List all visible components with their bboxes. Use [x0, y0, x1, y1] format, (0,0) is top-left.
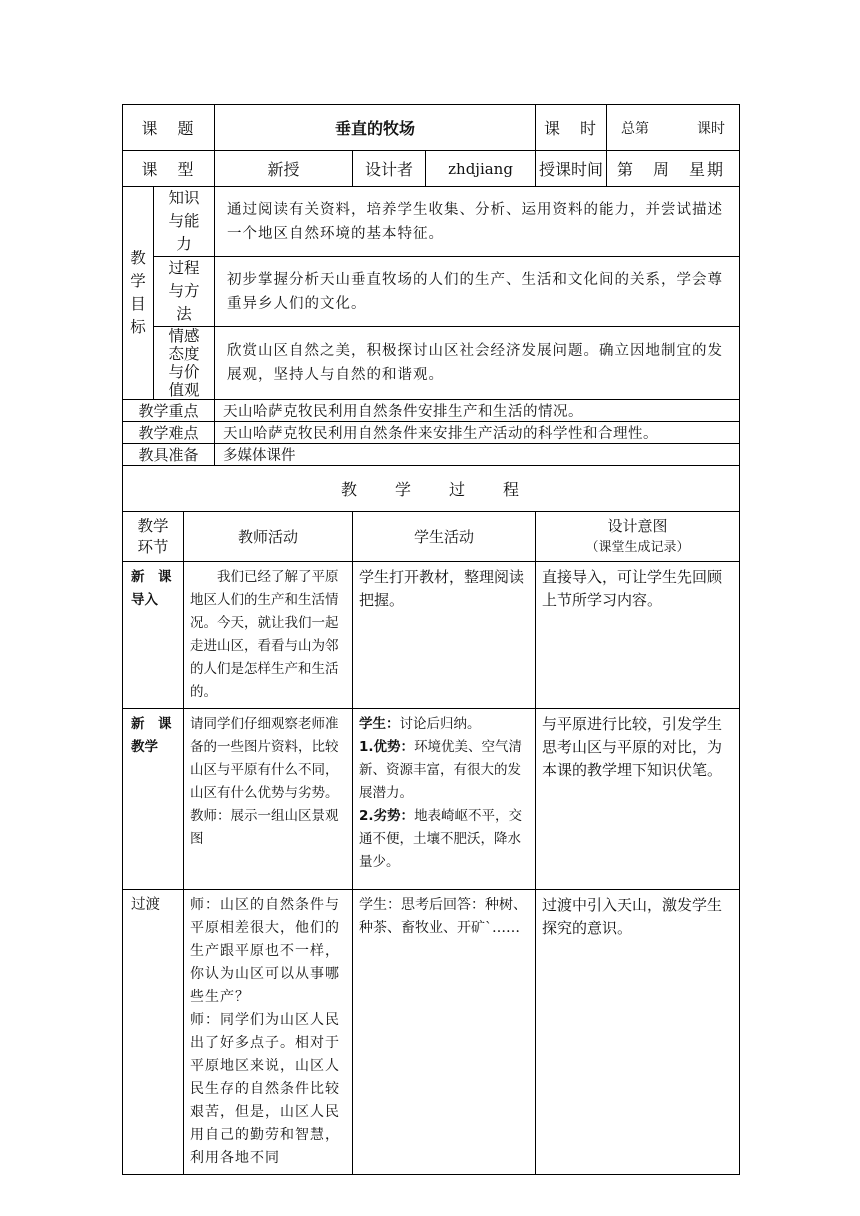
lesson-plan — [122, 104, 739, 1175]
lesson-plan-table — [122, 104, 740, 1175]
col-stage-header — [123, 512, 184, 562]
key-points-text: 天山哈萨克牧民利用自然条件安排生产和生活的情况。 — [215, 400, 740, 422]
stage-teaching-teacher: 请同学们仔细观察老师准备的一些图片资料，比较山区与平原有什么不同，山区有什么优势与劣势。教师：展示一组山区景观图 — [184, 709, 353, 890]
stage-intro-label: 新 课导入 — [123, 562, 184, 709]
student-advantages — [359, 736, 529, 805]
objective-text-process: 初步掌握分析天山垂直牧场的人们的生产、生活和文化间的关系，学会尊重异乡人们的文化。 — [215, 257, 740, 327]
objective-text-knowledge: 通过阅读有关资料，培养学生收集、分析、运用资料的能力，并尝试描述一个地区自然环境的基本特征。 — [215, 187, 740, 257]
objective-label-knowledge — [154, 187, 215, 257]
objective-label-attitude — [154, 327, 215, 400]
objectives-group-text: 教学目标 — [130, 249, 146, 336]
student-lead-text: 讨论后归纳。 — [399, 716, 481, 732]
disadvantages-label: 2.劣势： — [359, 808, 415, 824]
objective-label-process — [154, 257, 215, 327]
objective-label-text: 情感态度与价值观 — [168, 327, 200, 399]
subject-label: 课 题 — [123, 105, 215, 151]
stage-transition-teacher — [184, 890, 353, 1175]
objective-label-text: 知识与能力 — [168, 189, 200, 253]
hours-label: 课 时 — [536, 105, 607, 151]
disadvantages-text: 地表崎岖不平，交通不便，土壤不肥沃，降水量少。 — [359, 808, 523, 870]
hours-value-unit: 课时 — [697, 120, 726, 137]
process-title: 教 学 过 程 — [123, 466, 740, 512]
time-value: 第 周 星期 — [607, 151, 740, 187]
stage-transition-student: 学生：思考后回答：种树、种茶、畜牧业、开矿`…… — [353, 890, 536, 1175]
stage-teaching-label: 新 课教学 — [123, 709, 184, 890]
stage-transition-intent: 过渡中引入天山，激发学生探究的意识。 — [536, 890, 740, 1175]
difficulties-label: 教学难点 — [123, 422, 215, 444]
advantages-label: 1.优势： — [359, 739, 415, 755]
materials-text: 多媒体课件 — [215, 444, 740, 466]
key-points-label: 教学重点 — [123, 400, 215, 422]
objective-label-text: 过程与方法 — [168, 259, 200, 323]
student-disadvantages — [359, 805, 529, 874]
designer-label: 设计者 — [353, 151, 426, 187]
objective-text-attitude: 欣赏山区自然之美，积极探讨山区社会经济发展问题。确立因地制宜的发展观，坚持人与自然的和谐观。 — [215, 327, 740, 400]
student-lead-label: 学生： — [359, 716, 400, 732]
hours-value-total: 总第 — [621, 120, 650, 137]
col-student-header: 学生活动 — [353, 512, 536, 562]
stage-intro-intent: 直接导入，可让学生先回顾上节所学习内容。 — [536, 562, 740, 709]
col-stage-text: 教学环节 — [137, 516, 169, 556]
hours-value — [607, 105, 740, 151]
stage-intro-teacher: 我们已经了解了平原地区人们的生产和生活情况。今天，就让我们一起走进山区，看看与山为邻的人们是怎样生产和生活的。 — [184, 562, 353, 709]
col-intent-header — [536, 512, 740, 562]
teacher-question: 师：山区的自然条件与平原相差很大，他们的生产跟平原也不一样，你认为山区可以从事哪些生产？ — [190, 897, 340, 1005]
stage-intro-student: 学生打开教材，整理阅读把握。 — [353, 562, 536, 709]
stage-teaching-intent: 与平原进行比较，引发学生思考山区与平原的对比，为本课的教学埋下知识伏笔。 — [536, 709, 740, 890]
time-label: 授课时间 — [536, 151, 607, 187]
col-teacher-header: 教师活动 — [184, 512, 353, 562]
stage-transition-label: 过渡 — [123, 890, 184, 1175]
difficulties-text: 天山哈萨克牧民利用自然条件来安排生产活动的科学性和合理性。 — [215, 422, 740, 444]
type-value: 新授 — [215, 151, 353, 187]
type-label: 课 型 — [123, 151, 215, 187]
objectives-group-label — [123, 187, 154, 400]
col-intent-title: 设计意图 — [607, 516, 668, 535]
lesson-title: 垂直的牧场 — [215, 105, 536, 151]
col-intent-sub: （课堂生成记录） — [585, 539, 690, 555]
designer-value: zhdjiang — [426, 151, 536, 187]
student-lead — [359, 713, 529, 736]
materials-label: 教具准备 — [123, 444, 215, 466]
teacher-explanation: 师：同学们为山区人民出了好多点子。相对于平原地区来说，山区人民生存的自然条件比较艰苦，但是，山区人民用自己的勤劳和智慧，利用各地不同 — [190, 1012, 340, 1166]
stage-teaching-student — [353, 709, 536, 890]
advantages-text: 环境优美、空气清新、资源丰富，有很大的发展潜力。 — [359, 739, 523, 801]
